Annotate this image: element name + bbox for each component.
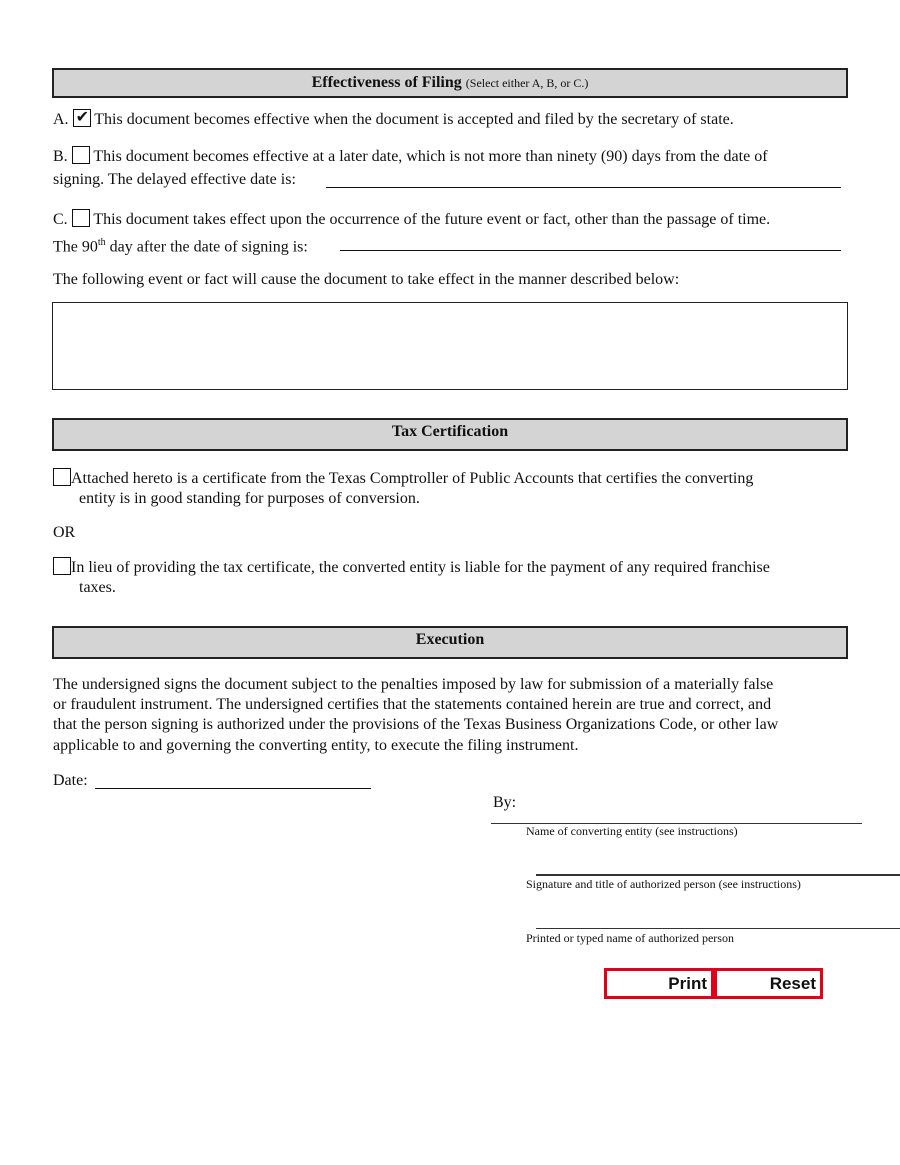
event-description-textarea[interactable] <box>52 302 848 390</box>
tax-option-1-line2: entity is in good standing for purposes of conversion. <box>79 490 420 507</box>
execution-title: Execution <box>415 631 485 648</box>
tax-option-1-text: Attached hereto is a certificate from the Texas Comptroller of Public Accounts that certifies the converting <box>71 470 754 487</box>
option-a-text: This document becomes effective when the document is accepted and filed by the secretary of state. <box>94 111 734 128</box>
option-a <box>53 109 734 130</box>
tax-header <box>52 418 848 451</box>
option-a-letter: A. <box>53 111 69 128</box>
tax-certificate-checkbox[interactable] <box>53 468 71 486</box>
franchise-liability-checkbox[interactable] <box>53 557 71 575</box>
tax-title: Tax Certification <box>391 423 509 440</box>
option-b-letter: B. <box>53 148 68 165</box>
option-c-line2 <box>53 233 308 257</box>
option-b-checkbox[interactable] <box>72 146 90 164</box>
option-a-checkbox[interactable] <box>73 109 91 127</box>
effectiveness-note: (Select either A, B, or C.) <box>465 76 589 90</box>
execution-para-4: applicable to and governing the converting entity, to execute the filing instrument. <box>53 737 579 754</box>
ninetieth-day-field[interactable] <box>340 250 841 251</box>
option-c-line2-sup: th <box>97 237 106 248</box>
print-button[interactable]: Print <box>604 968 714 999</box>
effectiveness-title: Effectiveness of Filing <box>311 74 462 91</box>
execution-header <box>52 626 848 659</box>
execution-para-1: The undersigned signs the document subject to the penalties imposed by law for submission of a materially false <box>53 676 774 693</box>
execution-para-3: that the person signing is authorized under the provisions of the Texas Business Organizations Code, or other law <box>53 716 779 733</box>
option-c-line2-pre: The 90 <box>53 238 98 256</box>
signature-field[interactable] <box>536 874 900 876</box>
option-c-line2-post: day after the date of signing is: <box>105 238 308 256</box>
signature-caption: Signature and title of authorized person (see instructions) <box>526 877 801 891</box>
option-c-checkbox[interactable] <box>72 209 90 227</box>
entity-caption: Name of converting entity (see instructions) <box>526 824 738 838</box>
printed-caption: Printed or typed name of authorized person <box>526 931 734 945</box>
tax-option-2-line2: taxes. <box>79 579 116 596</box>
reset-button[interactable]: Reset <box>714 968 823 999</box>
by-label: By: <box>493 794 517 811</box>
option-c-text: This document takes effect upon the occurrence of the future event or fact, other than the passage of time. <box>93 211 771 228</box>
delayed-date-field[interactable] <box>326 187 841 188</box>
tax-option-1 <box>53 468 753 489</box>
option-b <box>53 146 768 167</box>
tax-option-2 <box>53 557 770 578</box>
event-prompt: The following event or fact will cause the document to take effect in the manner described below: <box>53 271 680 288</box>
effectiveness-header <box>52 68 848 98</box>
date-label: Date: <box>53 772 88 789</box>
date-field[interactable] <box>95 788 371 789</box>
option-b-line2: signing. The delayed effective date is: <box>53 171 296 188</box>
option-c-letter: C. <box>53 211 68 228</box>
execution-para-2: or fraudulent instrument. The undersigned certifies that the statements contained herein are true and correct, and <box>53 696 772 713</box>
tax-or: OR <box>53 524 76 541</box>
option-c <box>53 209 770 230</box>
tax-option-2-text: In lieu of providing the tax certificate, the converted entity is liable for the payment of any required franchise <box>71 559 770 576</box>
printed-name-field[interactable] <box>536 928 900 929</box>
option-b-text: This document becomes effective at a later date, which is not more than ninety (90) days from the date of <box>93 148 768 165</box>
